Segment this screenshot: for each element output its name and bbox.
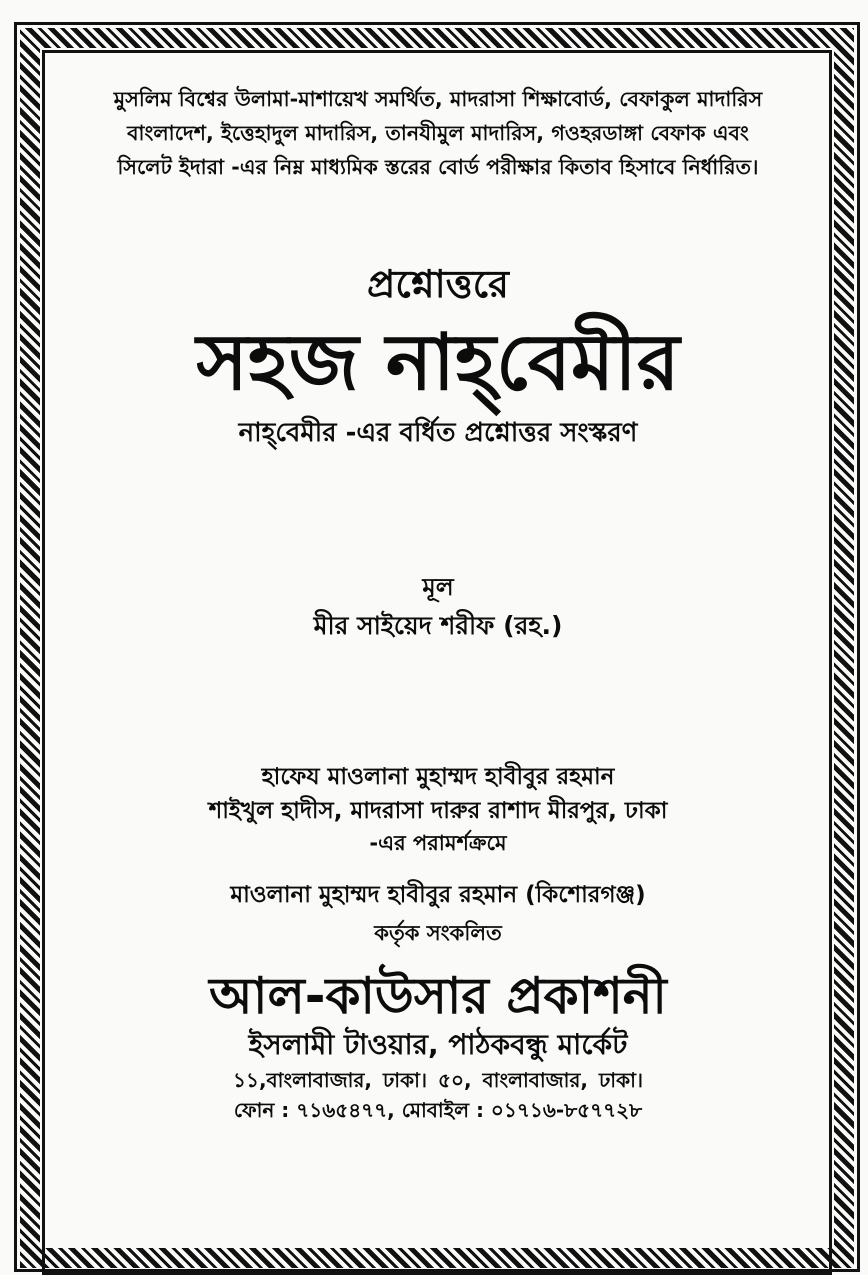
publisher-name: আল-কাউসার প্রকাশনী [209, 967, 667, 1025]
book-title: সহজ নাহ্‌বেমীর [196, 318, 680, 408]
pre-title: প্রশ্নোত্তরে [367, 262, 509, 306]
book-subtitle: নাহ্‌বেমীর -এর বর্ধিত প্রশ্নোত্তর সংস্করণ [238, 418, 638, 448]
original-label: মূল [422, 573, 454, 601]
approval-line: বাংলাদেশ, ইত্তেহাদুল মাদারিস, তানযীমুল মাদারিস, গওহরডাঙ্গা বেফাক এবং [127, 121, 749, 145]
board-approval-notice [58, 82, 818, 184]
advisor-name: হাফেয মাওলানা মুহাম্মদ হাবীবুর রহমান [261, 764, 615, 790]
advice-note: -এর পরামর্শক্রমে [369, 831, 507, 855]
advisor-role: শাইখুল হাদীস, মাদরাসা দারুর রাশাদ মীরপুর, ঢাকা [208, 798, 668, 824]
publisher-address: ইসলামী টাওয়ার, পাঠকবন্ধু মার্কেট [248, 1028, 628, 1061]
publisher-locations: ১১,বাংলাবাজার, ঢাকা। ৫০, বাংলাবাজার, ঢাকা। [232, 1068, 644, 1092]
original-author: মীর সাইয়েদ শরীফ (রহ.) [313, 611, 563, 640]
approval-line: সিলেট ইদারা -এর নিম্ন মাধ্যমিক স্তরের বোর্ড পরীক্ষার কিতাব হিসাবে নির্ধারিত। [117, 155, 759, 179]
compiler-name: মাওলানা মুহাম্মদ হাবীবুর রহমান (কিশোরগঞ্জ) [230, 882, 646, 908]
publisher-phone: ফোন : ৭১৬৫৪৭৭, মোবাইল : ০১৭১৬-৮৫৭৭২৮ [233, 1098, 643, 1122]
compiled-by-label: কর্তৃক সংকলিত [374, 921, 502, 945]
approval-line: মুসলিম বিশ্বের উলামা-মাশায়েখ সমর্থিত, মাদরাসা শিক্ষাবোর্ড, বেফাকুল মাদারিস [113, 87, 763, 111]
title-page-content [48, 60, 828, 1270]
